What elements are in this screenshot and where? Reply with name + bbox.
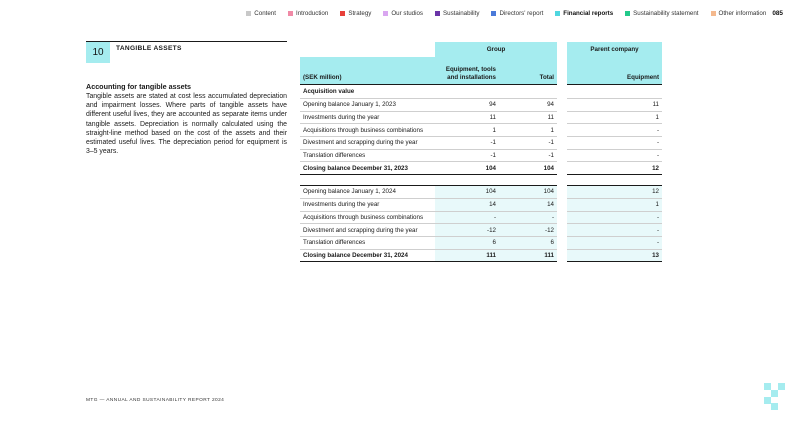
col-header-total: Total	[499, 57, 557, 85]
nav-label: Other information	[718, 10, 767, 17]
nav-label: Directors' report	[499, 10, 544, 17]
cell-total: 94	[499, 99, 557, 112]
parent-company-header: Parent company	[567, 42, 662, 57]
row-label: Opening balance January 1, 2024	[300, 186, 435, 199]
nav-swatch-financial-reports	[555, 11, 560, 16]
nav-item-content[interactable]	[246, 10, 276, 17]
cell-parent: 13	[567, 249, 662, 262]
table-row	[300, 149, 662, 162]
nav-swatch-introduction	[288, 11, 293, 16]
nav-item-introduction[interactable]	[288, 10, 328, 17]
nav-label: Content	[254, 10, 276, 17]
cell-parent: 12	[567, 186, 662, 199]
table-row	[300, 198, 662, 211]
table-row	[300, 186, 662, 199]
row-label: Translation differences	[300, 236, 435, 249]
nav-item-directors-report[interactable]	[491, 10, 543, 17]
nav-item-other-information[interactable]	[711, 10, 767, 17]
nav-item-sustainability-statement[interactable]	[625, 10, 698, 17]
row-label: Closing balance December 31, 2023	[300, 162, 435, 175]
cell-equipment: 1	[435, 124, 499, 137]
cell-parent: -	[567, 211, 662, 224]
accounting-heading: Accounting for tangible assets	[86, 82, 192, 91]
nav-swatch-our-studios	[383, 11, 388, 16]
section-number-badge: 10	[86, 42, 110, 63]
table-body-2023	[300, 85, 662, 186]
cell-equipment: 104	[435, 186, 499, 199]
cell-parent: 11	[567, 99, 662, 112]
cell-total: 111	[499, 249, 557, 262]
cell-total: -1	[499, 137, 557, 150]
cell-parent: -	[567, 124, 662, 137]
cell-equipment: 94	[435, 99, 499, 112]
nav-item-sustainability[interactable]	[435, 10, 479, 17]
cell-equipment: -1	[435, 149, 499, 162]
nav-label: Our studios	[391, 10, 423, 17]
accounting-body: Tangible assets are stated at cost less accumulated depreciation and impairment losses. Where parts of tangible assets have different useful lives, they are accounted as separate items under tangible assets. Depreciation is normally calculated using the straight-line method based on the cost of the assets and their estimated useful lives. The depreciation period for equipment is 3–5 years.	[86, 93, 287, 156]
group-header: Group	[435, 42, 557, 57]
section-title: TANGIBLE ASSETS	[116, 45, 182, 52]
nav-label: Sustainability statement	[633, 10, 699, 17]
row-label: Acquisitions through business combinations	[300, 124, 435, 137]
cell-equipment: -12	[435, 224, 499, 237]
cell-equipment: 14	[435, 198, 499, 211]
tangible-assets-table	[300, 42, 662, 262]
table-row	[300, 211, 662, 224]
cell-total: 1	[499, 124, 557, 137]
col-header-equipment	[435, 57, 499, 85]
table-row	[300, 111, 662, 124]
nav-swatch-sustainability	[435, 11, 440, 16]
table-row	[300, 236, 662, 249]
cell-equipment: 11	[435, 111, 499, 124]
cell-parent: -	[567, 236, 662, 249]
table-row	[300, 99, 662, 112]
cell-parent: 1	[567, 111, 662, 124]
closing-row-2024	[300, 249, 662, 262]
header-blank	[300, 42, 435, 57]
col-header-equipment-text: Equipment, tools and installations	[445, 66, 496, 81]
cell-total: 6	[499, 236, 557, 249]
nav-swatch-directors-report	[491, 11, 496, 16]
top-navigation	[246, 10, 783, 17]
cell-total: -12	[499, 224, 557, 237]
cell-parent: 1	[567, 198, 662, 211]
cell-total: 104	[499, 162, 557, 175]
nav-item-our-studios[interactable]	[383, 10, 423, 17]
section-rule	[86, 41, 287, 42]
accounting-policy	[86, 82, 287, 156]
cell-equipment: -	[435, 211, 499, 224]
cell-parent: -	[567, 224, 662, 237]
page-number: 085	[772, 10, 783, 17]
nav-item-strategy[interactable]	[340, 10, 371, 17]
table-row	[300, 224, 662, 237]
nav-swatch-strategy	[340, 11, 345, 16]
row-label: Translation differences	[300, 149, 435, 162]
section-label-acquisition: Acquisition value	[300, 85, 435, 99]
cell-total: 11	[499, 111, 557, 124]
unit-label: (SEK million)	[300, 57, 435, 85]
cell-parent: -	[567, 149, 662, 162]
nav-swatch-other-information	[711, 11, 716, 16]
nav-item-financial-reports[interactable]	[555, 10, 613, 17]
row-label: Opening balance January 1, 2023	[300, 99, 435, 112]
closing-row-2023	[300, 162, 662, 175]
col-header-parent-equipment: Equipment	[567, 57, 662, 85]
cell-total: 104	[499, 186, 557, 199]
nav-label: Financial reports	[563, 10, 614, 17]
nav-label: Sustainability	[443, 10, 480, 17]
nav-swatch-sustainability-statement	[625, 11, 630, 16]
row-label: Divestment and scrapping during the year	[300, 137, 435, 150]
nav-swatch-content	[246, 11, 251, 16]
cell-equipment: 111	[435, 249, 499, 262]
nav-label: Strategy	[348, 10, 372, 17]
row-label: Acquisitions through business combinations	[300, 211, 435, 224]
cell-parent: -	[567, 137, 662, 150]
table-body-2024	[300, 186, 662, 262]
table-row	[300, 124, 662, 137]
row-label: Investments during the year	[300, 111, 435, 124]
row-label: Investments during the year	[300, 198, 435, 211]
table-row	[300, 137, 662, 150]
decorative-squares-icon	[764, 383, 785, 410]
footer-report-title: MTG — ANNUAL AND SUSTAINABILITY REPORT 2024	[86, 398, 225, 403]
nav-label: Introduction	[295, 10, 329, 17]
cell-equipment: 6	[435, 236, 499, 249]
row-label: Divestment and scrapping during the year	[300, 224, 435, 237]
cell-total: -1	[499, 149, 557, 162]
row-label: Closing balance December 31, 2024	[300, 249, 435, 262]
cell-parent: 12	[567, 162, 662, 175]
cell-equipment: -1	[435, 137, 499, 150]
cell-total: -	[499, 211, 557, 224]
cell-total: 14	[499, 198, 557, 211]
cell-equipment: 104	[435, 162, 499, 175]
